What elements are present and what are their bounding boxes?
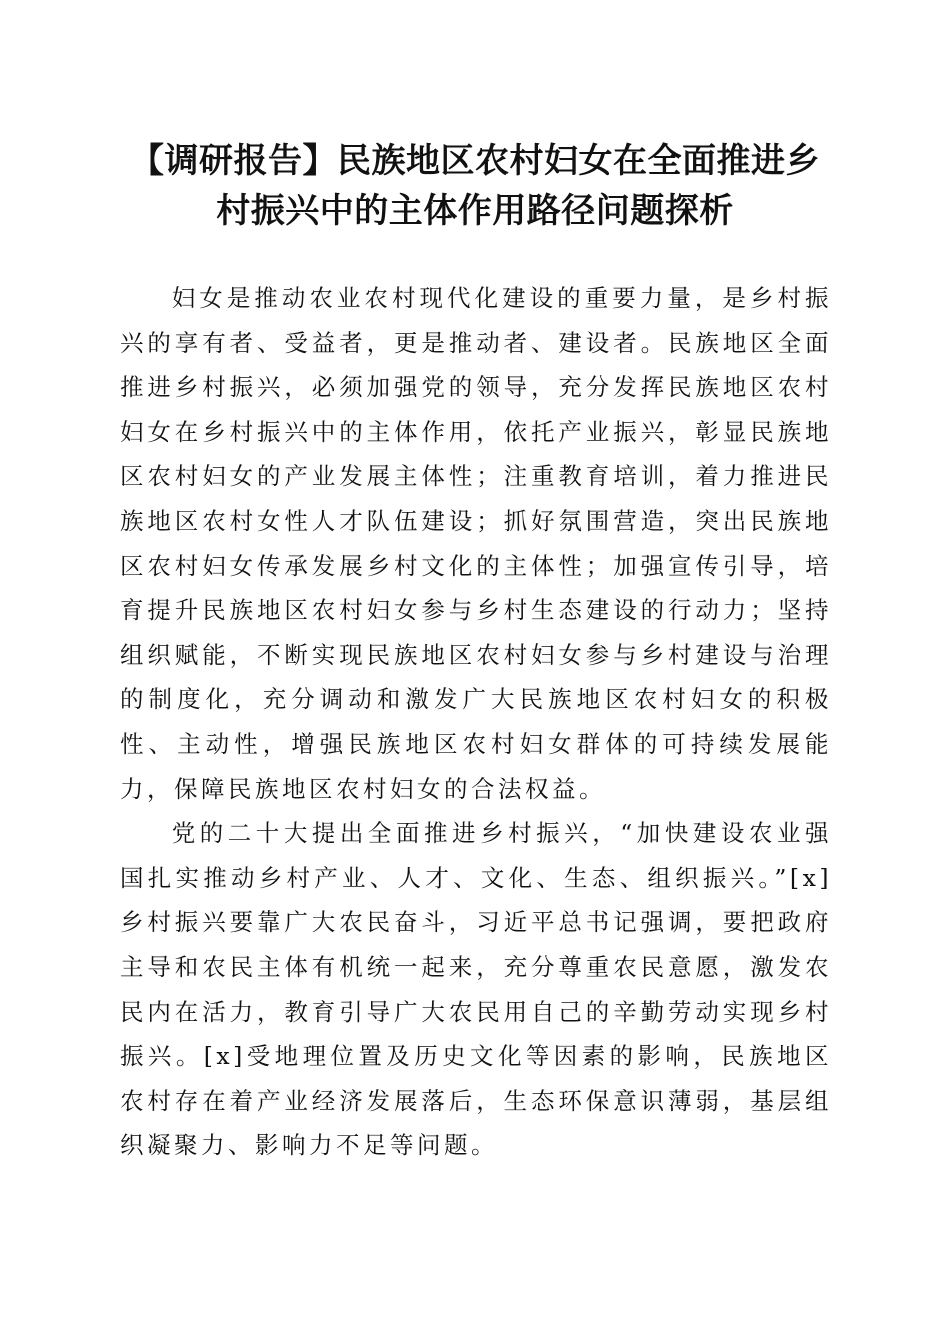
document-body (120, 276, 832, 1168)
paragraph-1: 妇女是推动农业农村现代化建设的重要力量，是乡村振兴的享有者、受益者，更是推动者、建设者。民族地区全面推进乡村振兴，必须加强党的领导，充分发挥民族地区农村妇女在乡村振兴中的主体作用，依托产业振兴，彰显民族地区农村妇女的产业发展主体性；注重教育培训，着力推进民族地区农村女性人才队伍建设；抓好氛围营造，突出民族地区农村妇女传承发展乡村文化的主体性；加强宣传引导，培育提升民族地区农村妇女参与乡村生态建设的行动力；坚持组织赋能，不断实现民族地区农村妇女参与乡村建设与治理的制度化，充分调动和激发广大民族地区农村妇女的积极性、主动性，增强民族地区农村妇女群体的可持续发展能力，保障民族地区农村妇女的合法权益。 (120, 284, 832, 803)
title-line-1: 【调研报告】民族地区农村妇女在全面推进乡 (130, 141, 820, 181)
document-title (90, 136, 860, 236)
paragraph-2: 党的二十大提出全面推进乡村振兴，“加快建设农业强国扎实推动乡村产业、人才、文化、生态、组织振兴。”[x]乡村振兴要靠广大农民奋斗，习近平总书记强调，要把政府主导和农民主体有机统一起来，充分尊重农民意愿，激发农民内在活力，教育引导广大农民用自己的辛勤劳动实现乡村振兴。[x]受地理位置及历史文化等因素的影响，民族地区农村存在着产业经济发展落后，生态环保意识薄弱，基层组织凝聚力、影响力不足等问题。 (120, 819, 832, 1160)
title-line-2: 村振兴中的主体作用路径问题探析 (216, 191, 734, 231)
